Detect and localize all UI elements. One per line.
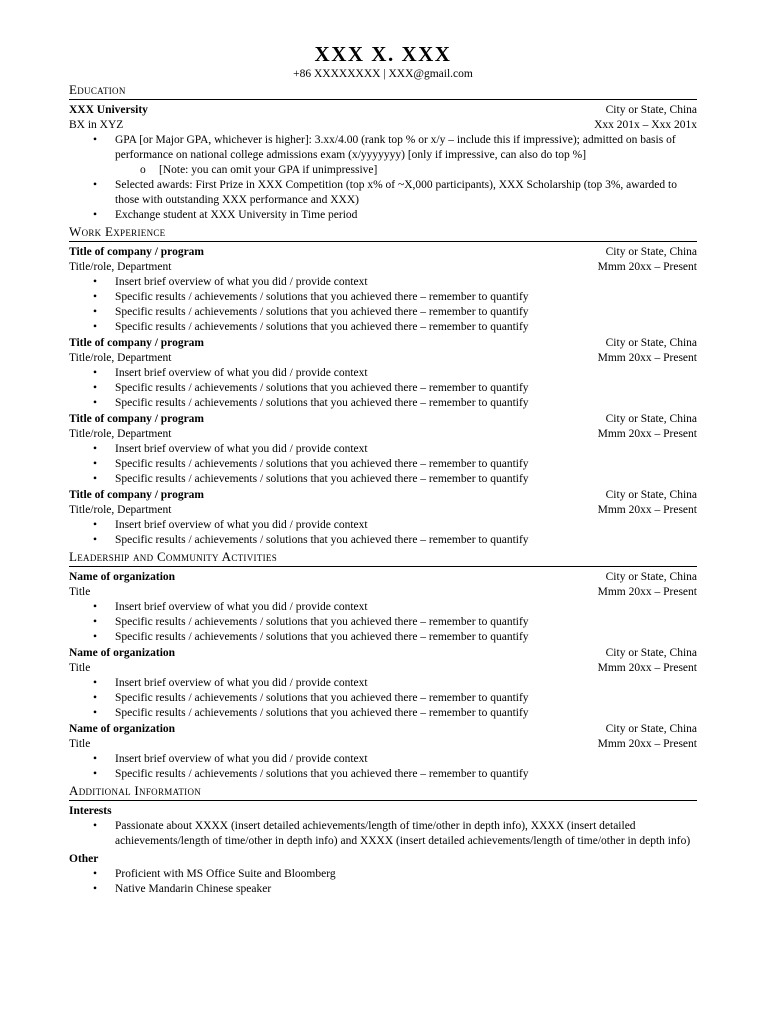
entry-bullets (69, 366, 697, 411)
list-item (69, 630, 697, 645)
entry-title-row (69, 488, 697, 503)
list-item (69, 518, 697, 533)
list-item (69, 767, 697, 782)
entry-role-row (69, 503, 697, 518)
bullet-text: Insert brief overview of what you did / provide context (115, 677, 368, 689)
bullet-text: Exchange student at XXX University in Time period (115, 209, 358, 221)
bullet-icon: • (92, 707, 98, 719)
list-item (69, 600, 697, 615)
experience-entry (69, 722, 697, 782)
sub-bullet-text: [Note: you can omit your GPA if unimpressive] (159, 164, 378, 176)
bullet-text: Specific results / achievements / solutions that you achieved there – remember to quantify (115, 616, 529, 628)
entry-dates: Mmm 20xx – Present (597, 504, 697, 516)
bullet-icon: • (92, 883, 98, 895)
organization-name: Title of company / program (69, 337, 205, 349)
bullet-icon: • (92, 367, 98, 379)
bullet-text: Specific results / achievements / solutions that you achieved there – remember to quantify (115, 707, 529, 719)
list-item (69, 457, 697, 472)
list-item (69, 819, 697, 849)
entry-dates: Mmm 20xx – Present (597, 261, 697, 273)
bullet-icon: • (92, 291, 98, 303)
bullet-text: Specific results / achievements / solutions that you achieved there – remember to quantify (115, 473, 529, 485)
bullet-icon: • (92, 616, 98, 628)
organization-name: Name of organization (69, 647, 176, 659)
bullet-text: Specific results / achievements / solutions that you achieved there – remember to quantify (115, 458, 529, 470)
list-item (69, 290, 697, 305)
entry-title-row (69, 570, 697, 585)
organization-name: Title of company / program (69, 413, 205, 425)
degree: BX in XYZ (69, 119, 124, 131)
entry-dates: Mmm 20xx – Present (597, 662, 697, 674)
entry-location: City or State, China (605, 489, 697, 501)
group-title: Other (69, 853, 99, 865)
entry-bullets (69, 442, 697, 487)
entry-role: Title (69, 586, 91, 598)
entry-role: Title (69, 738, 91, 750)
experience-entry (69, 570, 697, 645)
entry-role-row (69, 737, 697, 752)
resume-document (69, 42, 697, 897)
entry-title-row (69, 245, 697, 260)
bullet-icon: • (92, 768, 98, 780)
bullet-text: Insert brief overview of what you did / provide context (115, 601, 368, 613)
bullet-icon: • (92, 534, 98, 546)
entry-role-row (69, 585, 697, 600)
bullet-icon: • (92, 276, 98, 288)
list-item (69, 882, 697, 897)
bullet-icon: • (92, 519, 98, 531)
leadership-entries (69, 570, 697, 782)
additional-heading: Additional Information (69, 783, 697, 801)
bullet-icon: • (92, 179, 98, 191)
list-item (69, 178, 697, 208)
entry-dates: Mmm 20xx – Present (597, 428, 697, 440)
leadership-heading: Leadership and Community Activities (69, 549, 697, 567)
education-bullets-continued (69, 178, 697, 223)
organization-name: Name of organization (69, 571, 176, 583)
bullet-text: Specific results / achievements / solutions that you achieved there – remember to quantify (115, 321, 529, 333)
organization-name: Name of organization (69, 723, 176, 735)
organization-name: Title of company / program (69, 246, 205, 258)
list-item (69, 208, 697, 223)
entry-role: Title/role, Department (69, 504, 172, 516)
entry-location: City or State, China (605, 413, 697, 425)
bullet-icon: • (92, 601, 98, 613)
bullet-icon: • (92, 134, 98, 146)
work-section (69, 224, 697, 548)
list-item (69, 133, 697, 163)
entry-role-row (69, 661, 697, 676)
bullet-icon: • (92, 753, 98, 765)
bullet-text: Insert brief overview of what you did / provide context (115, 443, 368, 455)
bullet-icon: • (92, 209, 98, 221)
experience-entry (69, 412, 697, 487)
bullet-icon: • (92, 677, 98, 689)
entry-title-row (69, 722, 697, 737)
list-item (69, 752, 697, 767)
bullet-icon: • (92, 397, 98, 409)
sub-list-item (69, 163, 697, 178)
list-item (69, 275, 697, 290)
bullet-text: Passionate about XXXX (insert detailed achievements/length of time/other in depth info), XXXX (insert detailed achievements/length of time/other in depth info) and XXXX (insert detailed achievements/length of time/other in depth info) (115, 820, 691, 847)
entry-bullets (69, 275, 697, 335)
entry-bullets (69, 752, 697, 782)
bullet-icon: • (92, 306, 98, 318)
list-item (69, 320, 697, 335)
list-item (69, 366, 697, 381)
bullet-text: Specific results / achievements / solutions that you achieved there – remember to quantify (115, 631, 529, 643)
entry-title-row (69, 336, 697, 351)
leadership-section (69, 549, 697, 782)
list-item (69, 472, 697, 487)
entry-location: City or State, China (605, 246, 697, 258)
bullet-icon: • (92, 382, 98, 394)
education-sub-bullets (69, 163, 697, 178)
entry-role: Title (69, 662, 91, 674)
additional-section (69, 783, 697, 897)
education-heading: Education (69, 82, 697, 100)
bullet-icon: • (92, 692, 98, 704)
entry-title-row (69, 646, 697, 661)
experience-entry (69, 488, 697, 548)
contact-line: +86 XXXXXXXX | XXX@gmail.com (293, 68, 473, 80)
list-item (69, 396, 697, 411)
list-item (69, 676, 697, 691)
bullet-text: Specific results / achievements / solutions that you achieved there – remember to quantify (115, 306, 529, 318)
entry-role: Title/role, Department (69, 261, 172, 273)
bullet-text: Insert brief overview of what you did / provide context (115, 367, 368, 379)
education-school-row (69, 103, 697, 118)
entry-bullets (69, 600, 697, 645)
experience-entry (69, 646, 697, 721)
education-degree-row (69, 118, 697, 133)
bullet-text: Specific results / achievements / solutions that you achieved there – remember to quantify (115, 397, 529, 409)
school-location: City or State, China (605, 104, 697, 116)
list-item (69, 533, 697, 548)
experience-entry (69, 245, 697, 335)
entry-location: City or State, China (605, 647, 697, 659)
bullet-icon: • (92, 458, 98, 470)
bullet-icon: • (92, 631, 98, 643)
bullet-text: Specific results / achievements / solutions that you achieved there – remember to quantify (115, 692, 529, 704)
education-bullets (69, 133, 697, 163)
circle-bullet-icon: o (140, 164, 146, 176)
education-section (69, 82, 697, 223)
list-item (69, 706, 697, 721)
list-item (69, 691, 697, 706)
bullet-text: Insert brief overview of what you did / provide context (115, 276, 368, 288)
list-item (69, 615, 697, 630)
school-name: XXX University (69, 104, 148, 116)
entry-location: City or State, China (605, 571, 697, 583)
education-dates: Xxx 201x – Xxx 201x (594, 119, 697, 131)
entry-dates: Mmm 20xx – Present (597, 738, 697, 750)
bullet-text: Native Mandarin Chinese speaker (115, 883, 272, 895)
work-heading: Work Experience (69, 224, 697, 242)
organization-name: Title of company / program (69, 489, 205, 501)
entry-bullets (69, 518, 697, 548)
entry-bullets (69, 676, 697, 721)
bullet-text: Selected awards: First Prize in XXX Competition (top x% of ~X,000 participants), XXX Scholarship (top 3%, awarded to those with outstanding XXX performance and XXX) (115, 179, 677, 206)
bullet-icon: • (92, 820, 98, 832)
bullet-icon: • (92, 473, 98, 485)
entry-dates: Mmm 20xx – Present (597, 352, 697, 364)
bullet-icon: • (92, 321, 98, 333)
bullet-text: GPA [or Major GPA, whichever is higher]: 3.xx/4.00 (rank top % or x/y – include this if impressive); admitted on basis of performance on national college admissions exam (x/yyyyyyy) [only if impressive, can also do top %] (115, 134, 676, 161)
bullet-text: Specific results / achievements / solutions that you achieved there – remember to quantify (115, 291, 529, 303)
list-item (69, 305, 697, 320)
bullet-icon: • (92, 443, 98, 455)
entry-role: Title/role, Department (69, 352, 172, 364)
group-title: Interests (69, 805, 112, 817)
candidate-name: XXX X. XXX (314, 42, 452, 66)
bullet-icon: • (92, 868, 98, 880)
entry-title-row (69, 412, 697, 427)
list-item (69, 442, 697, 457)
experience-entry (69, 336, 697, 411)
bullet-text: Specific results / achievements / solutions that you achieved there – remember to quantify (115, 768, 529, 780)
list-item (69, 381, 697, 396)
work-entries (69, 245, 697, 548)
additional-groups (69, 804, 697, 897)
bullet-text: Insert brief overview of what you did / provide context (115, 519, 368, 531)
entry-role-row (69, 351, 697, 366)
entry-role-row (69, 427, 697, 442)
bullet-text: Proficient with MS Office Suite and Bloomberg (115, 868, 336, 880)
group-bullets (69, 819, 697, 849)
bullet-text: Specific results / achievements / solutions that you achieved there – remember to quantify (115, 382, 529, 394)
entry-role: Title/role, Department (69, 428, 172, 440)
bullet-text: Specific results / achievements / solutions that you achieved there – remember to quantify (115, 534, 529, 546)
entry-dates: Mmm 20xx – Present (597, 586, 697, 598)
entry-role-row (69, 260, 697, 275)
bullet-text: Insert brief overview of what you did / provide context (115, 753, 368, 765)
entry-location: City or State, China (605, 723, 697, 735)
group-bullets (69, 867, 697, 897)
list-item (69, 867, 697, 882)
entry-location: City or State, China (605, 337, 697, 349)
